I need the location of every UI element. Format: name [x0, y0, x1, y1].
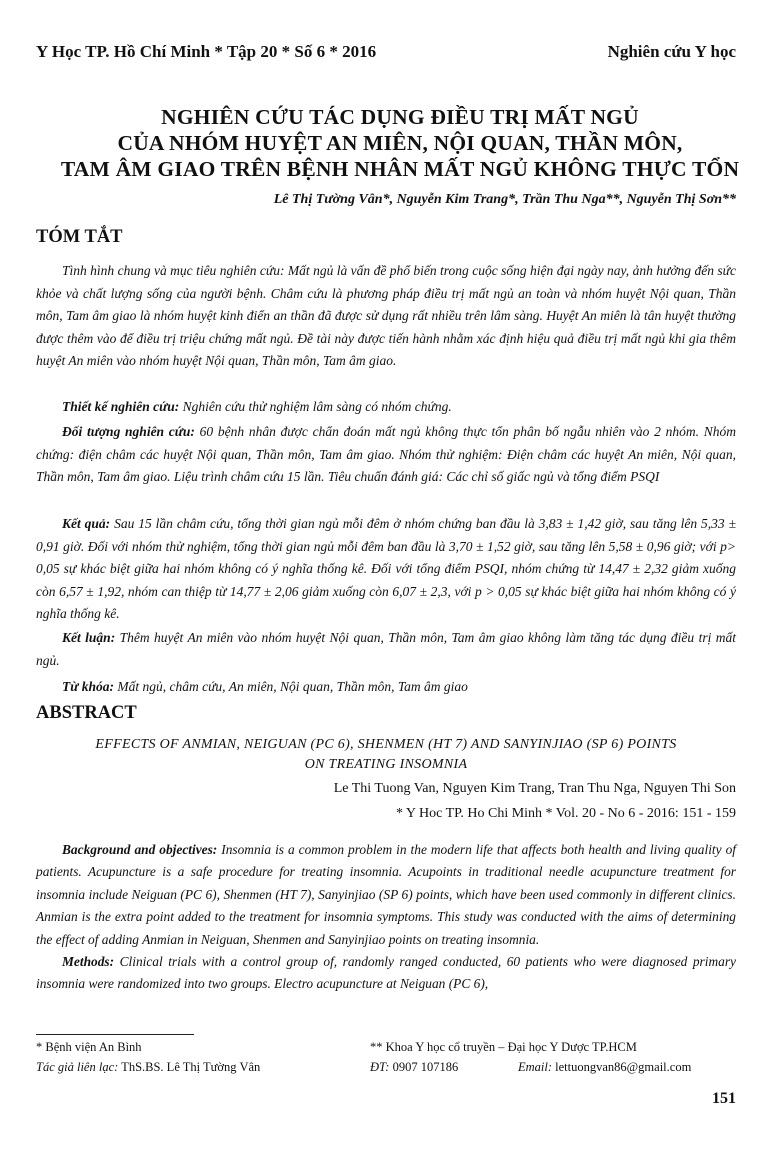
summary-heading: TÓM TẮT	[36, 227, 123, 247]
article-title-line-1: NGHIÊN CỨU TÁC DỤNG ĐIỀU TRỊ MẤT NGỦ	[161, 105, 639, 129]
footnote-affiliation-1: * Bệnh viện An Bình	[36, 1040, 142, 1054]
footnote-contact-name: ThS.BS. Lê Thị Tường Vân	[118, 1060, 261, 1074]
summary-conclusion-label: Kết luận:	[62, 630, 116, 645]
abstract-background-label: Background and objectives:	[62, 842, 218, 857]
page-number: 151	[712, 1090, 736, 1107]
summary-background-paragraph	[36, 260, 736, 373]
abstract-title-line-1: EFFECTS OF ANMIAN, NEIGUAN (PC 6), SHENMEN (HT 7) AND SANYINJIAO (SP 6) POINTS	[95, 737, 677, 752]
footnote-divider	[36, 1034, 194, 1035]
author-list: Lê Thị Tường Vân*, Nguyễn Kim Trang*, Trần Thu Nga**, Nguyễn Thị Sơn**	[273, 192, 736, 207]
summary-results-label: Kết quả:	[62, 516, 111, 531]
abstract-methods-text: Clinical trials with a control group of, randomly ranged conducted, 60 patients who were diagnosed primary insomnia were randomized into two groups. Electro acupuncture at Neiguan (PC 6),	[36, 954, 736, 992]
summary-design-label: Thiết kế nghiên cứu:	[62, 399, 180, 414]
abstract-methods-paragraph	[36, 951, 736, 996]
footnote-contact-label: Tác giả liên lạc:	[36, 1060, 119, 1074]
running-header-journal: Y Học TP. Hồ Chí Minh * Tập 20 * Số 6 * 2016	[36, 42, 377, 61]
summary-conclusion-paragraph	[36, 627, 736, 672]
summary-results-paragraph	[36, 513, 736, 626]
summary-subjects-text: 60 bệnh nhân được chẩn đoán mất ngủ không thực tổn phân bố ngẫu nhiên vào 2 nhóm. Nhóm chứng: điện châm các huyệt Nội quan, Thần môn, Tam âm giao. Nhóm thử nghiệm: Điện châm các huyệt An miên, Nội quan, Thần môn, Tam âm giao. Liệu trình châm cứu 15 lần. Tiêu chuẩn đánh giá: Các chỉ số giấc ngủ và tổng điểm PSQI	[36, 424, 736, 484]
footnote-email-label: Email:	[518, 1060, 553, 1074]
abstract-heading: ABSTRACT	[36, 703, 137, 723]
abstract-methods-label: Methods:	[62, 954, 115, 969]
footnote-email	[518, 1060, 691, 1075]
summary-subjects-paragraph	[36, 421, 736, 489]
summary-subjects-label: Đối tượng nghiên cứu:	[62, 424, 195, 439]
footnote-phone-number: 0907 107186	[389, 1060, 459, 1074]
footnote-email-address[interactable]: lettuongvan86@gmail.com	[552, 1060, 692, 1074]
running-header-section: Nghiên cứu Y học	[607, 42, 736, 61]
article-title-line-3: TAM ÂM GIAO TRÊN BỆNH NHÂN MẤT NGỦ KHÔNG THỰC TỔN	[60, 157, 740, 181]
abstract-citation: * Y Hoc TP. Ho Chi Minh * Vol. 20 - No 6 - 2016: 151 - 159	[395, 806, 736, 821]
summary-design-paragraph	[36, 396, 736, 419]
summary-keywords-label: Từ khóa:	[62, 679, 114, 694]
footnote-affiliation-2: ** Khoa Y học cổ truyền – Đại học Y Dược TP.HCM	[370, 1040, 637, 1054]
footnote-phone-label: ĐT:	[370, 1060, 390, 1074]
summary-conclusion-text: Thêm huyệt An miên vào nhóm huyệt Nội quan, Thần môn, Tam âm giao không làm tăng tác dụng điều trị mất ngủ.	[36, 630, 736, 668]
summary-keywords-paragraph	[36, 676, 736, 699]
summary-background-text: Mất ngủ là vấn đề phổ biến trong cuộc sống hiện đại ngày nay, ảnh hưởng đến sức khỏe và chất lượng sống của người bệnh. Châm cứu là phương pháp điều trị mất ngủ an toàn và nhóm huyệt Nội quan, Thần môn, Tam âm giao là nhóm huyệt kinh điển an thần đã được sử dụng rất nhiều trên lâm sàng. Huyệt An miên là tân huyệt thường được thêm vào để điều trị triệu chứng mất ngủ. Đề tài này được tiến hành nhằm xác định hiệu quả điều trị mất ngủ khi gia thêm huyệt An miên vào nhóm huyệt Nội quan, Thần môn, Tam âm giao.	[36, 263, 736, 368]
abstract-authors: Le Thi Tuong Van, Nguyen Kim Trang, Tran Thu Nga, Nguyen Thi Son	[333, 781, 736, 796]
footnote-contact	[36, 1060, 260, 1075]
article-title-line-2: CỦA NHÓM HUYỆT AN MIÊN, NỘI QUAN, THẦN MÔN,	[117, 131, 683, 155]
summary-design-text: Nghiên cứu thử nghiệm lâm sàng có nhóm chứng.	[179, 399, 452, 414]
summary-keywords-text: Mất ngủ, châm cứu, An miên, Nội quan, Thần môn, Tam âm giao	[113, 679, 468, 694]
footnote-phone	[370, 1060, 458, 1075]
summary-background-label: Tình hình chung và mục tiêu nghiên cứu:	[62, 263, 285, 278]
abstract-title-line-2: ON TREATING INSOMNIA	[304, 757, 468, 772]
abstract-background-text: Insomnia is a common problem in the modern life that affects both health and living quality of patients. Acupuncture is a safe procedure for treating insomnia. Acupoints in traditional needle acupuncture treatment for insomnia include Neiguan (PC 6), Shenmen (HT 7), Sanyinjiao (SP 6) points, which have been used commonly in different clinics. Anmian is the extra point added to the treatment for insomnia symptoms. This study was conducted with the aims of determining the effect of adding Anmian in Neiguan, Shenmen and Sanyinjiao points on treating insomnia.	[36, 842, 736, 947]
abstract-background-paragraph	[36, 839, 736, 951]
summary-results-text: Sau 15 lần châm cứu, tổng thời gian ngủ mỗi đêm ở nhóm chứng ban đầu là 3,83 ± 1,42 giờ, sau tăng lên 5,33 ± 0,91 giờ. Đối với nhóm thử nghiệm, tổng thời gian ngủ mỗi đêm ban đầu là 3,70 ± 1,52 giờ, sau tăng lên 5,58 ± 0,96 giờ; với p> 0,05 sự khác biệt giữa hai nhóm không có ý nghĩa thống kê. Đối với tổng điểm PSQI, nhóm chứng từ 14,47 ± 2,32 giảm xuống còn 6,57 ± 1,92, nhóm can thiệp từ 14,77 ± 2,06 giảm xuống còn 6,07 ± 2,3, với p > 0,05 sự khác biệt giữa hai nhóm không có ý nghĩa thống kê.	[36, 516, 736, 621]
